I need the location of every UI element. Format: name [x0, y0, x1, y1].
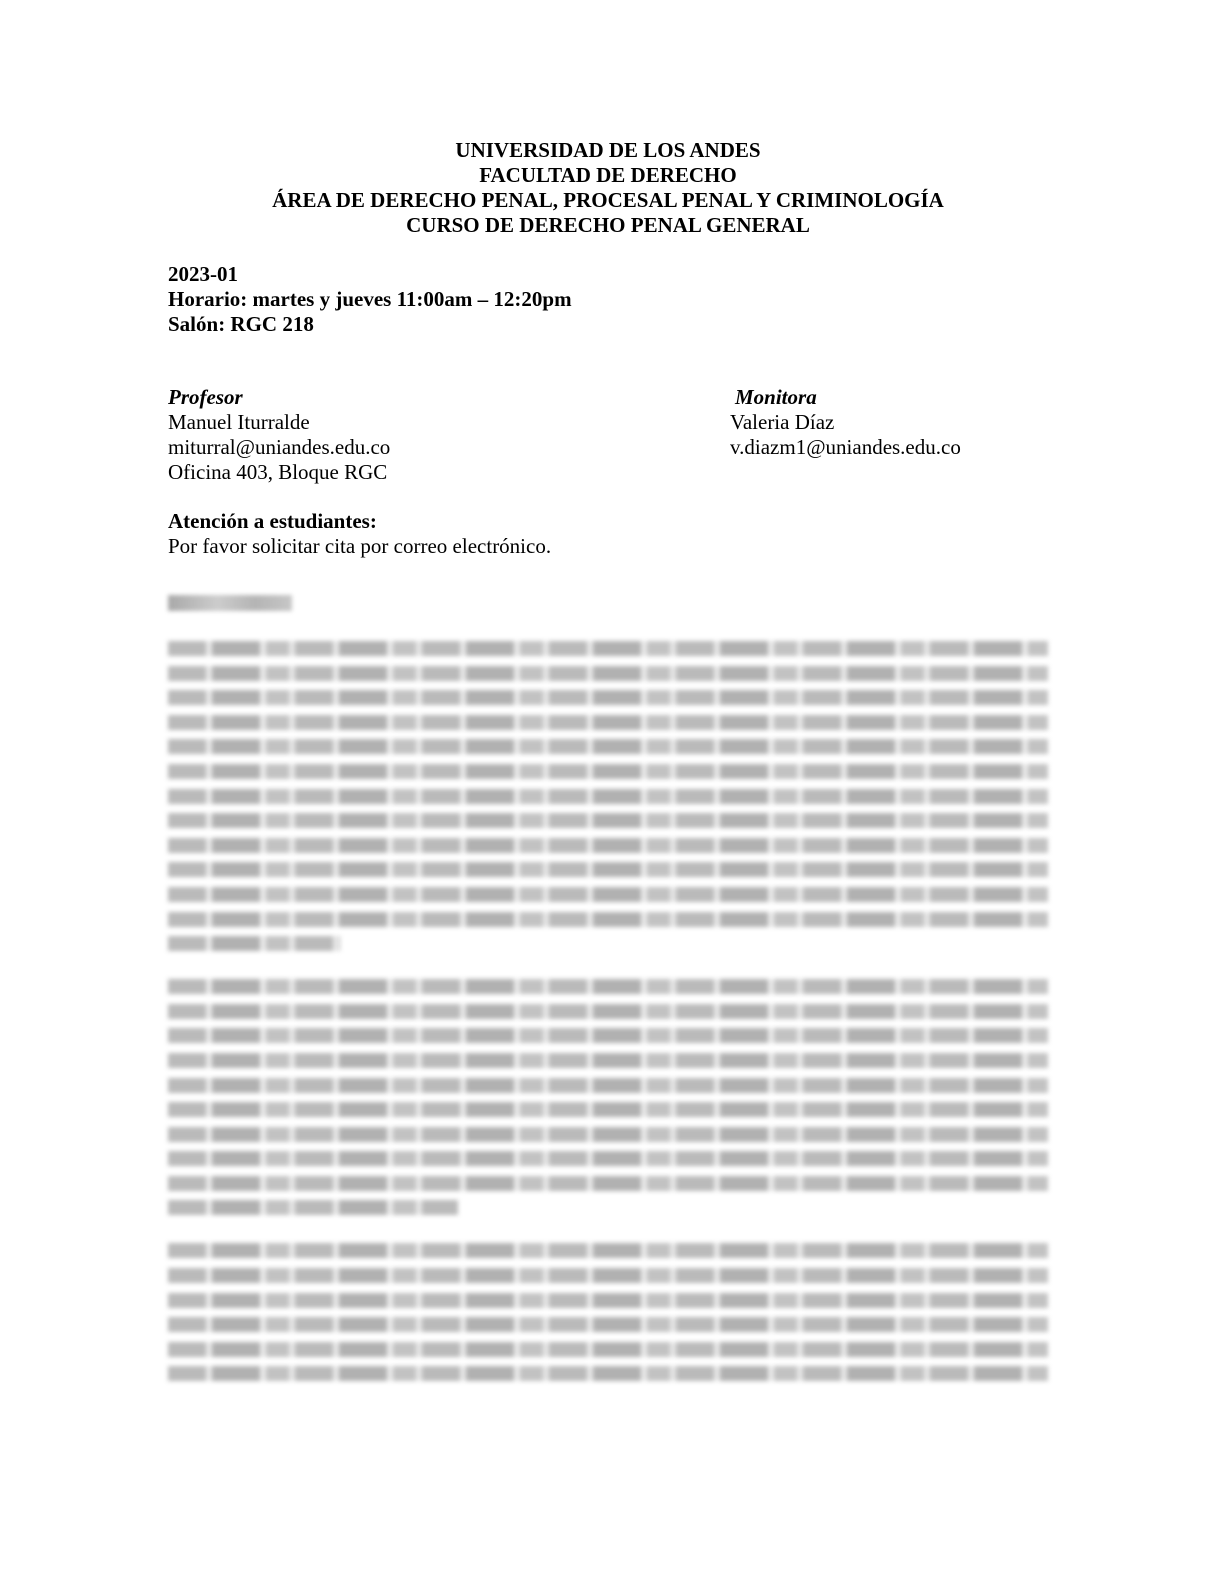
document-page — [168, 138, 1048, 1391]
redacted-text-line — [168, 1078, 1048, 1093]
redacted-text-line — [168, 1243, 1048, 1258]
redacted-text-line — [168, 1151, 1048, 1166]
monitor-name: Valeria Díaz — [730, 410, 835, 434]
redacted-text-line — [168, 1342, 1048, 1357]
course-room: Salón: RGC 218 — [168, 312, 314, 336]
redacted-text-line — [168, 1268, 1048, 1283]
monitor-email[interactable]: v.diazm1@uniandes.edu.co — [730, 435, 961, 459]
faculty-name: FACULTAD DE DERECHO — [479, 163, 737, 187]
redacted-text-line — [168, 764, 1048, 779]
course-schedule: Horario: martes y jueves 11:00am – 12:20pm — [168, 287, 572, 311]
course-meta — [168, 262, 1048, 337]
professor-name: Manuel Iturralde — [168, 410, 310, 434]
redacted-text-line — [168, 862, 1048, 877]
university-name: UNIVERSIDAD DE LOS ANDES — [455, 138, 761, 162]
redacted-text-line — [168, 666, 1048, 681]
redacted-text-line — [168, 979, 1048, 994]
redacted-text-line — [168, 1293, 1048, 1308]
redacted-text-line — [168, 887, 1048, 902]
professor-email[interactable]: miturral@uniandes.edu.co — [168, 435, 391, 459]
redacted-text-line — [168, 1053, 1048, 1068]
redacted-text-line — [168, 641, 1048, 656]
redacted-text-line — [168, 739, 1048, 754]
redacted-text-line — [168, 789, 1048, 804]
attention-label: Atención a estudiantes: — [168, 509, 377, 533]
course-term: 2023-01 — [168, 262, 238, 286]
redacted-text-line — [168, 1028, 1048, 1043]
redacted-paragraph — [168, 641, 1048, 951]
attention-text: Por favor solicitar cita por correo electrónico. — [168, 534, 552, 558]
redacted-text-line — [168, 1200, 458, 1215]
redacted-text-line — [168, 1102, 1048, 1117]
redacted-paragraph — [168, 979, 1048, 1215]
redacted-paragraph — [168, 1243, 1048, 1381]
monitor-contact — [730, 385, 961, 460]
contacts-block — [168, 385, 1048, 485]
redacted-text-line — [168, 690, 1048, 705]
redacted-text-line — [168, 1004, 1048, 1019]
redacted-section-heading — [168, 595, 292, 611]
document-header — [168, 138, 1048, 238]
professor-role-label: Profesor — [168, 385, 243, 409]
student-attention — [168, 509, 1048, 559]
redacted-text-line — [168, 838, 1048, 853]
professor-contact — [168, 385, 390, 485]
redacted-text-line — [168, 1317, 1048, 1332]
redacted-body — [168, 641, 1048, 1381]
monitor-role-label: Monitora — [735, 385, 817, 409]
area-name: ÁREA DE DERECHO PENAL, PROCESAL PENAL Y CRIMINOLOGÍA — [272, 188, 944, 212]
redacted-text-line — [168, 912, 1048, 927]
redacted-text-line — [168, 936, 340, 951]
redacted-text-line — [168, 813, 1048, 828]
professor-office: Oficina 403, Bloque RGC — [168, 460, 388, 484]
course-title: CURSO DE DERECHO PENAL GENERAL — [406, 213, 810, 237]
redacted-text-line — [168, 1127, 1048, 1142]
redacted-text-line — [168, 1176, 1048, 1191]
redacted-text-line — [168, 1366, 1048, 1381]
redacted-text-line — [168, 715, 1048, 730]
